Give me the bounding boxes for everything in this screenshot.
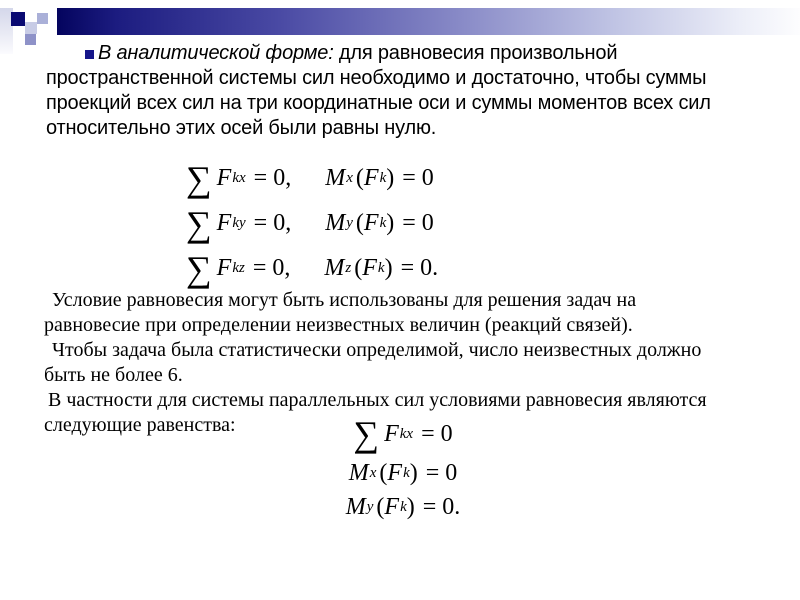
equation-row <box>186 201 438 246</box>
paren-close: ) <box>409 459 418 486</box>
force-symbol: F <box>384 420 399 447</box>
paren-open: ( <box>376 493 385 520</box>
equations-system-block <box>186 156 438 291</box>
force-subscript: k <box>400 498 407 515</box>
paren-open: ( <box>379 459 388 486</box>
sigma-icon: ∑ <box>186 158 212 199</box>
sigma-icon: ∑ <box>186 248 212 289</box>
moment-subscript: z <box>345 260 352 276</box>
equals-zero: = 0. <box>400 255 439 281</box>
moment-subscript: x <box>346 170 353 186</box>
equals-zero: = 0, <box>252 255 291 281</box>
paren-open: ( <box>355 210 364 236</box>
equals-zero: = 0 <box>402 210 434 236</box>
intro-rest: для равновесия произвольной пространственной системы сил необходимо и достаточно, чтобы суммы проекций всех сил на три координатные оси и суммы моментов всех сил относительно этих осей были равны нулю. <box>46 42 711 139</box>
equals-zero: = 0 <box>402 165 434 191</box>
sigma-icon: ∑ <box>186 203 212 244</box>
force-subscript: kx <box>399 425 414 442</box>
paren-close: ) <box>386 210 395 236</box>
force-subscript: ky <box>232 215 246 231</box>
force-subscript: kx <box>232 170 246 186</box>
moment-symbol: M <box>325 210 346 236</box>
force-subscript: k <box>377 260 385 276</box>
force-subscript: k <box>403 464 410 481</box>
paren-close: ) <box>386 165 395 191</box>
decor-square-navy-icon <box>11 12 25 26</box>
intro-lead-italic: В аналитической форме: <box>98 42 334 64</box>
equals-zero: = 0. <box>422 493 461 520</box>
paren-open: ( <box>355 165 364 191</box>
decor-square-purple-icon <box>25 34 36 45</box>
equation-row <box>346 490 461 524</box>
moment-symbol: M <box>325 165 346 191</box>
equation-row <box>353 412 452 456</box>
equation-row <box>349 456 458 490</box>
paragraph-usage: Условие равновесия могут быть использованы для решения задач на равновесие при определении неизвестных величин (реакций связей). <box>44 289 637 336</box>
decor-square-slate-icon <box>37 13 48 24</box>
moment-subscript: x <box>369 464 377 481</box>
intro-paragraph <box>46 41 730 141</box>
force-symbol: F <box>387 459 403 486</box>
equation-row <box>186 246 438 291</box>
moment-subscript: y <box>346 215 353 231</box>
force-symbol: F <box>216 165 232 191</box>
decor-square-light-icon <box>25 22 37 34</box>
bullet-square-icon <box>85 50 94 59</box>
force-symbol: F <box>384 493 400 520</box>
moment-symbol: M <box>348 459 369 486</box>
force-symbol: F <box>216 210 232 236</box>
force-symbol: F <box>363 165 379 191</box>
moment-subscript: y <box>366 498 374 515</box>
force-symbol: F <box>363 210 379 236</box>
equals-zero: = 0, <box>253 210 292 236</box>
equals-zero: = 0 <box>425 459 458 486</box>
sigma-icon: ∑ <box>353 414 380 454</box>
paren-close: ) <box>406 493 415 520</box>
equals-zero: = 0 <box>421 420 453 447</box>
header-gradient-bar <box>57 8 800 35</box>
force-subscript: kz <box>232 260 245 276</box>
paragraph-static-determinacy: Чтобы задача была статистически определимой, число неизвестных должно быть не более 6. <box>44 339 702 386</box>
force-symbol: F <box>362 255 377 281</box>
equation-row <box>186 156 438 201</box>
force-symbol: F <box>216 255 232 281</box>
paren-open: ( <box>354 255 363 281</box>
equals-zero: = 0, <box>253 165 292 191</box>
paragraph-parallel-intro: В частности для системы параллельных сил условиями равновесия являются следующие равенства: <box>44 389 707 436</box>
force-subscript: k <box>379 215 387 231</box>
moment-symbol: M <box>345 493 366 520</box>
moment-symbol: M <box>324 255 345 281</box>
paren-close: ) <box>384 255 393 281</box>
force-subscript: k <box>379 170 387 186</box>
equations-parallel-block <box>318 412 488 524</box>
